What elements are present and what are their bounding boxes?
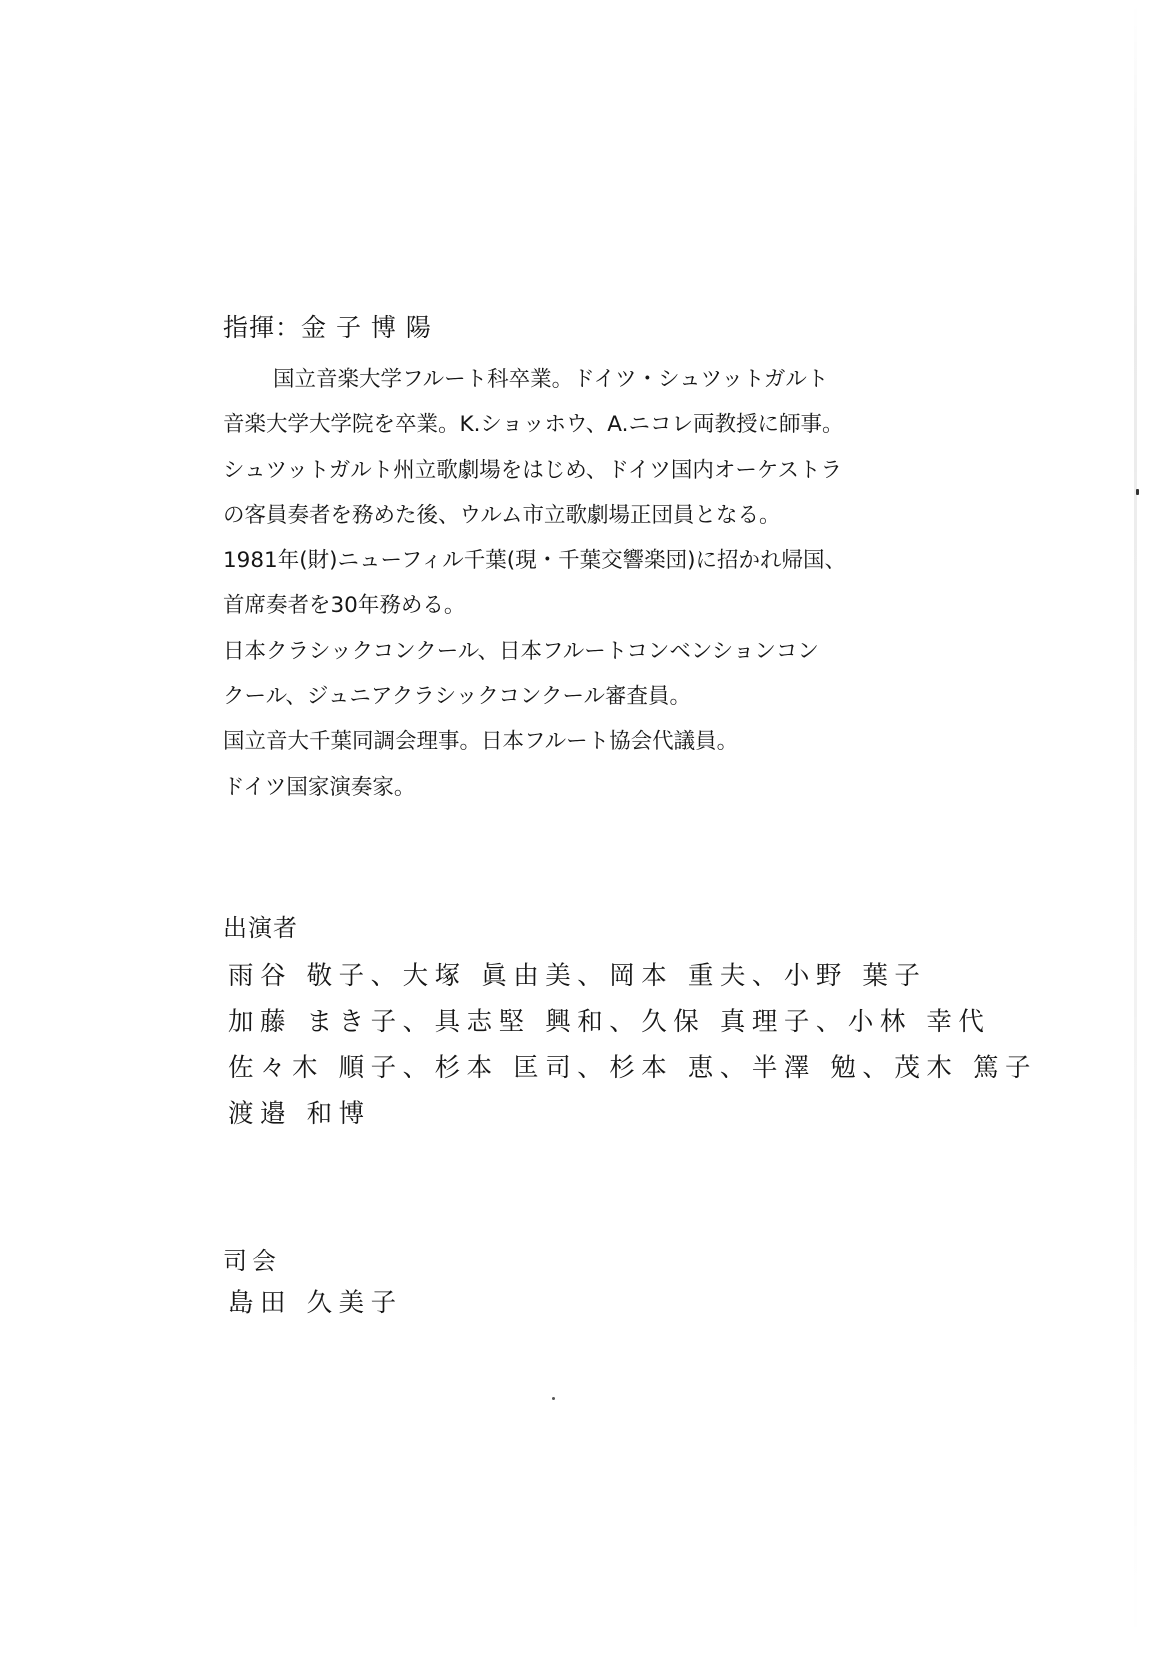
bio-line: シュツットガルト州立歌劇場をはじめ、ドイツ国内オーケストラ xyxy=(223,457,842,483)
bio-line: ドイツ国家演奏家。 xyxy=(223,774,416,800)
mc-heading: 司会 xyxy=(223,1247,281,1275)
bio-line: 国立音大千葉同調会理事。日本フルート協会代議員。 xyxy=(223,729,739,755)
performers-line: 渡邉 和博 xyxy=(228,1099,371,1129)
bio-line: 日本クラシックコンクール、日本フルートコンベンションコン xyxy=(223,638,819,664)
bio-line: 国立音楽大学フルート科卒業。ドイツ・シュツットガルト xyxy=(273,367,829,392)
mc-name: 島田 久美子 xyxy=(228,1288,403,1318)
bio-line: 1981年(財)ニューフィル千葉(現・千葉交響楽団)に招かれ帰国、 xyxy=(223,548,846,574)
page-edge-shadow xyxy=(1134,0,1137,1653)
performers-line: 雨谷 敬子、大塚 眞由美、岡本 重夫、小野 葉子 xyxy=(228,961,927,991)
bio-line: 音楽大学大学院を卒業。K.ショッホウ、A.ニコレ両教授に師事。 xyxy=(223,412,844,438)
conductor-heading: 指揮：金 子 博 陽 xyxy=(223,313,432,342)
performers-heading: 出演者 xyxy=(223,914,298,942)
performers-line: 佐々木 順子、杉本 匡司、杉本 恵、半澤 勉、茂木 篤子 xyxy=(228,1053,1038,1083)
performers-line: 加藤 まき子、具志堅 興和、久保 真理子、小林 幸代 xyxy=(228,1007,991,1037)
scan-speck xyxy=(1136,489,1139,495)
conductor-bio xyxy=(223,357,846,810)
bio-line: クール、ジュニアクラシックコンクール審査員。 xyxy=(223,684,692,710)
bio-line: の客員奏者を務めた後、ウルム市立歌劇場正団員となる。 xyxy=(223,502,781,528)
scan-speck xyxy=(552,1397,555,1400)
performers-list xyxy=(228,953,1037,1137)
bio-line: 首席奏者を30年務める。 xyxy=(223,593,466,619)
